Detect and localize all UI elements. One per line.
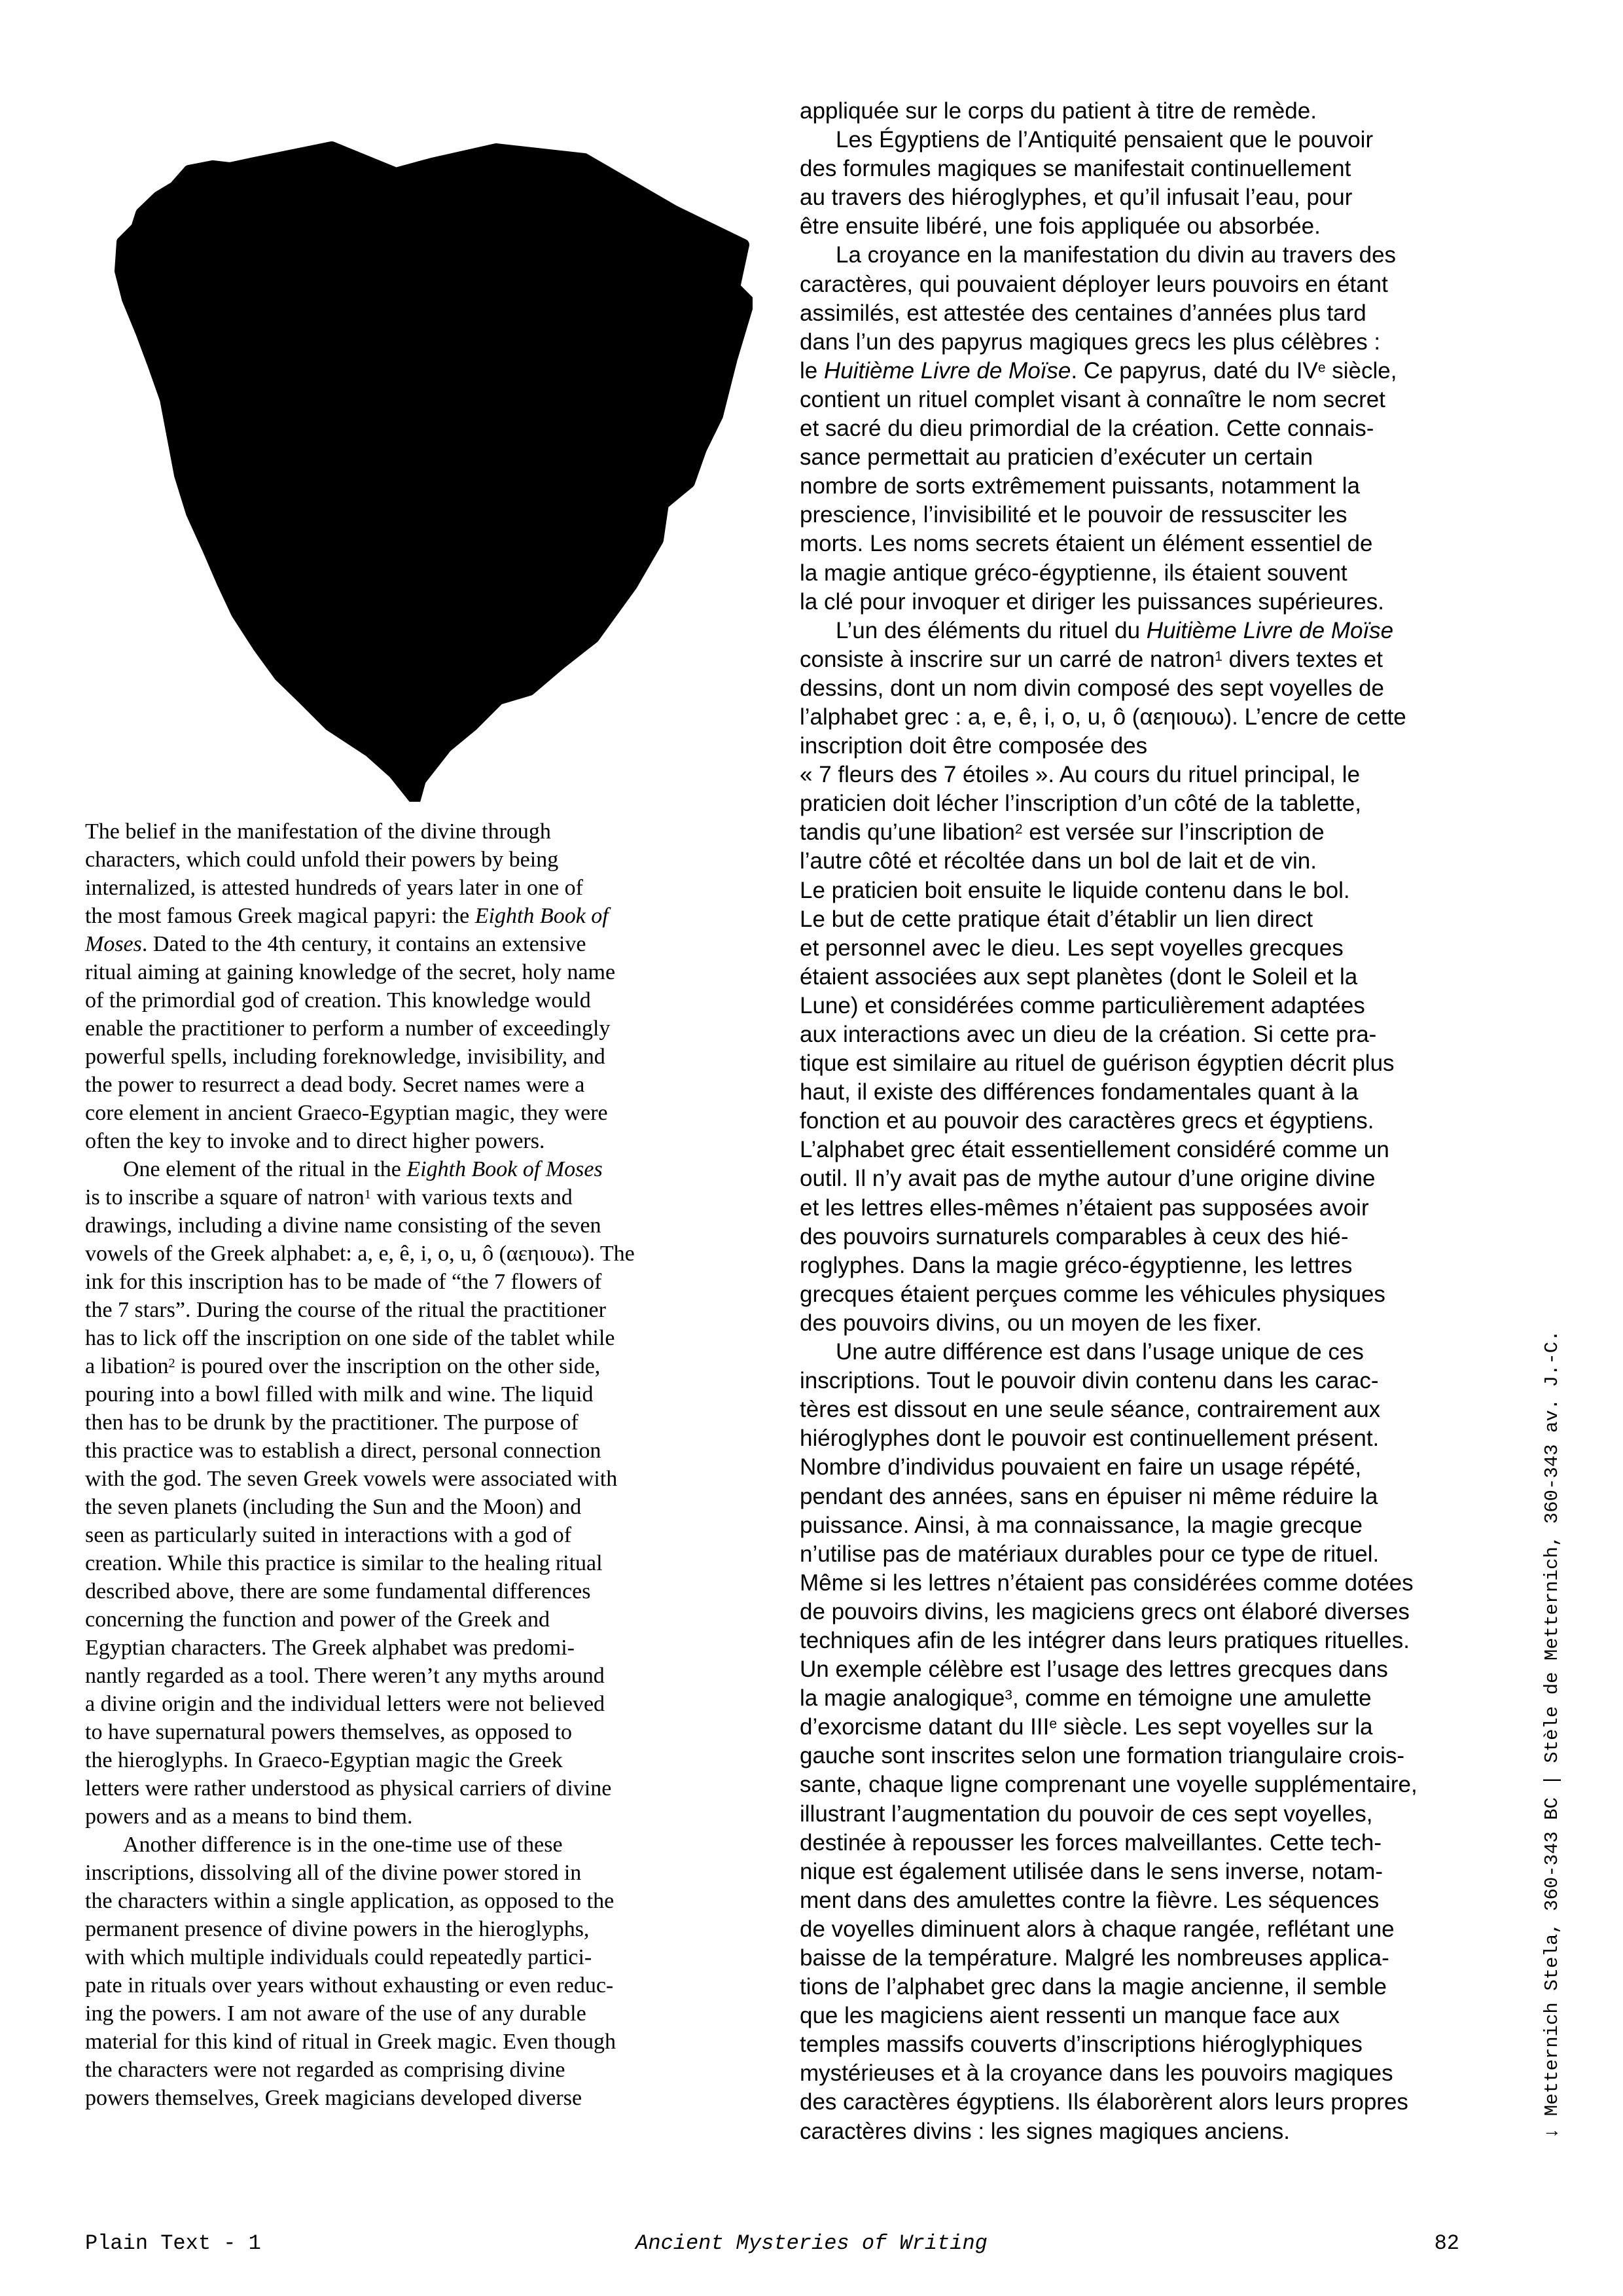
text-line: dessins, dont un nom divin composé des sept voyelles de: [800, 675, 1385, 701]
text-line: then has to be drunk by the practitioner. The purpose of: [85, 1410, 579, 1435]
text-line: letters were rather understood as physical carriers of divine: [85, 1776, 612, 1801]
text-line: le Huitième Livre de Moïse. Ce papyrus, daté du IVe siècle,: [800, 357, 1397, 384]
text-line: « 7 fleurs des 7 étoiles ». Au cours du rituel principal, le: [800, 762, 1361, 788]
text-line: the characters were not regarded as comprising divine: [85, 2058, 565, 2082]
text-line: que les magiciens aient ressenti un manque face aux: [800, 2003, 1340, 2029]
margin-caption-vertical: ↓ Metternich Stela, 360-343 BC | Stèle de Metternich, 360-343 av. J.-C.: [1541, 1330, 1563, 2139]
text-line: tandis qu’une libation$^2$ est versée sur l’inscription de: [800, 819, 1325, 846]
text-line: temples massifs couverts d’inscriptions hiéroglyphiques: [800, 2032, 1363, 2058]
text-line: Une autre différence est dans l’usage unique de ces: [836, 1339, 1364, 1365]
right-column-french-text: [800, 97, 1543, 2146]
text-line: l’alphabet grec : a, e, ê, i, o, u, ô (αεηιουω). L’encre de cette: [800, 704, 1406, 730]
text-line: tères est dissout en une seule séance, contrairement aux: [800, 1397, 1381, 1423]
text-line: of the primordial god of creation. This knowledge would: [85, 988, 591, 1013]
text-line: consiste à inscrire sur un carré de natron$^1$ divers textes et: [800, 646, 1383, 672]
text-line: ing the powers. I am not aware of the use of any durable: [85, 2001, 586, 2026]
text-line: des pouvoirs divins, ou un moyen de les fixer.: [800, 1310, 1262, 1336]
text-line: the characters within a single application, as opposed to the: [85, 1889, 615, 1913]
text-line: tions de l’alphabet grec dans la magie ancienne, il semble: [800, 1974, 1387, 2000]
text-line: core element in ancient Graeco-Egyptian magic, they were: [85, 1101, 608, 1125]
text-line: drawings, including a divine name consisting of the seven: [85, 1213, 601, 1238]
text-line: et sacré du dieu primordial de la création. Cette connais-: [800, 416, 1374, 442]
text-line: Nombre d’individus pouvaient en faire un usage répété,: [800, 1454, 1362, 1480]
text-line: seen as particularly suited in interactions with a god of: [85, 1523, 572, 1547]
text-line: être ensuite libéré, une fois appliquée ou absorbée.: [800, 213, 1321, 240]
text-line: La croyance en la manifestation du divin au travers des: [836, 242, 1397, 268]
text-line: gauche sont inscrites selon une formation triangulaire crois-: [800, 1743, 1405, 1769]
text-line: permanent presence of divine powers in the hieroglyphs,: [85, 1917, 590, 1941]
text-line: et personnel avec le dieu. Les sept voyelles grecques: [800, 935, 1344, 961]
text-line: nique est également utilisée dans le sens inverse, notam-: [800, 1858, 1383, 1884]
text-line: de pouvoirs divins, les magiciens grecs ont élaboré diverses: [800, 1598, 1410, 1624]
text-line: the hieroglyphs. In Graeco-Egyptian magic the Greek: [85, 1748, 563, 1772]
text-line: puissance. Ainsi, à ma connaissance, la magie grecque: [800, 1512, 1363, 1538]
text-line: contient un rituel complet visant à connaître le nom secret: [800, 386, 1385, 412]
text-line: des formules magiques se manifestait continuellement: [800, 156, 1351, 182]
text-line: Même si les lettres n’étaient pas considérées comme dotées: [800, 1570, 1414, 1596]
text-line: enable the practitioner to perform a number of exceedingly: [85, 1016, 611, 1041]
text-line: des pouvoirs surnaturels comparables à ceux des hié-: [800, 1223, 1349, 1249]
text-line: internalized, is attested hundreds of years later in one of: [85, 876, 583, 900]
text-line: material for this kind of ritual in Greek magic. Even though: [85, 2030, 616, 2054]
text-line: fonction et au pouvoir des caractères grecs et égyptiens.: [800, 1108, 1374, 1134]
text-line: hiéroglyphes dont le pouvoir est continuellement présent.: [800, 1426, 1380, 1452]
text-line: grecques étaient perçues comme les véhicules physiques: [800, 1281, 1385, 1307]
footer-page-number: 82: [1434, 2231, 1459, 2255]
text-line: a libation$^2$ is poured over the inscription on the other side,: [85, 1354, 601, 1378]
text-line: a divine origin and the individual letters were not believed: [85, 1692, 605, 1716]
text-line: inscriptions, dissolving all of the divine power stored in: [85, 1861, 582, 1885]
text-line: powerful spells, including foreknowledge, invisibility, and: [85, 1045, 605, 1069]
text-line: Les Égyptiens de l’Antiquité pensaient que le pouvoir: [836, 127, 1374, 153]
text-line: assimilés, est attestée des centaines d’années plus tard: [800, 300, 1366, 326]
text-line: powers and as a means to bind them.: [85, 1804, 413, 1829]
text-line: la clé pour invoquer et diriger les puissances supérieures.: [800, 588, 1384, 615]
text-line: caractères, qui pouvaient déployer leurs pouvoirs en étant: [800, 271, 1388, 297]
text-line: sante, chaque ligne comprenant une voyelle supplémentaire,: [800, 1772, 1418, 1798]
text-line: creation. While this practice is similar to the healing ritual: [85, 1551, 603, 1575]
footer-section-label: Plain Text - 1: [85, 2231, 261, 2255]
text-line: prescience, l’invisibilité et le pouvoir de ressusciter les: [800, 502, 1347, 528]
text-line: Le praticien boit ensuite le liquide contenu dans le bol.: [800, 877, 1350, 903]
text-line: the 7 stars”. During the course of the ritual the practitioner: [85, 1298, 606, 1322]
text-line: characters, which could unfold their powers by being: [85, 848, 559, 872]
text-line: la magie antique gréco-égyptienne, ils étaient souvent: [800, 560, 1347, 586]
text-line: Le but de cette pratique était d’établir un lien direct: [800, 906, 1313, 932]
text-line: pendant des années, sans en épuiser ni même réduire la: [800, 1483, 1378, 1509]
text-line: l’autre côté et récoltée dans un bol de lait et de vin.: [800, 848, 1317, 874]
stela-silhouette-shape: [120, 147, 749, 799]
text-line: outil. Il n’y avait pas de mythe autour d’une origine divine: [800, 1166, 1376, 1192]
text-line: aux interactions avec un dieu de la création. Si cette pra-: [800, 1022, 1377, 1047]
text-line: praticien doit lécher l’inscription d’un côté de la tablette,: [800, 791, 1361, 817]
text-line: haut, il existe des différences fondamentales quant à la: [800, 1079, 1359, 1105]
text-line: appliquée sur le corps du patient à titre de remède.: [800, 98, 1317, 124]
text-line: with the god. The seven Greek vowels were associated with: [85, 1467, 618, 1491]
text-line: étaient associées aux sept planètes (dont le Soleil et la: [800, 963, 1358, 990]
text-line: pate in rituals over years without exhausting or even reduc-: [85, 1973, 614, 1998]
text-line: tique est similaire au rituel de guérison égyptien décrit plus: [800, 1050, 1395, 1077]
text-line: Egyptian characters. The Greek alphabet was predomi-: [85, 1636, 575, 1660]
text-line: techniques afin de les intégrer dans leurs pratiques rituelles.: [800, 1627, 1410, 1653]
left-column-english-text: [85, 817, 789, 2112]
text-line: des caractères égyptiens. Ils élaborèrent alors leurs propres: [800, 2089, 1408, 2115]
text-line: destinée à repousser les forces malveillantes. Cette tech-: [800, 1829, 1382, 1856]
text-line: is to inscribe a square of natron$^1$ with various texts and: [85, 1185, 573, 1210]
text-line: mystérieuses et à la croyance dans les pouvoirs magiques: [800, 2060, 1393, 2087]
text-line: to have supernatural powers themselves, as opposed to: [85, 1720, 573, 1744]
text-line: ink for this inscription has to be made of “the 7 flowers of: [85, 1270, 602, 1294]
text-line: de voyelles diminuent alors à chaque rangée, reflétant une: [800, 1916, 1395, 1942]
text-line: has to lick off the inscription on one side of the tablet while: [85, 1326, 615, 1350]
text-line: illustrant l’augmentation du pouvoir de ces sept voyelles,: [800, 1801, 1373, 1827]
text-line: et les lettres elles-mêmes n’étaient pas supposées avoir: [800, 1194, 1369, 1221]
text-line: Moses. Dated to the 4th century, it contains an extensive: [85, 932, 586, 956]
text-line: morts. Les noms secrets étaient un élément essentiel de: [800, 531, 1373, 557]
text-line: powers themselves, Greek magicians developed diverse: [85, 2086, 582, 2110]
text-line: L’alphabet grec était essentiellement considéré comme un: [800, 1137, 1389, 1163]
stela-silhouette-image: [111, 141, 753, 802]
text-line: One element of the ritual in the Eighth Book of Moses: [123, 1157, 603, 1181]
text-line: often the key to invoke and to direct higher powers.: [85, 1129, 545, 1153]
text-line: au travers des hiéroglyphes, et qu’il infusait l’eau, pour: [800, 185, 1353, 211]
text-line: d’exorcisme datant du IIIe siècle. Les sept voyelles sur la: [800, 1714, 1373, 1740]
text-line: pouring into a bowl filled with milk and wine. The liquid: [85, 1382, 594, 1407]
text-line: described above, there are some fundamental differences: [85, 1579, 591, 1604]
footer-running-title: Ancient Mysteries of Writing: [635, 2231, 988, 2255]
text-line: concerning the function and power of the Greek and: [85, 1607, 550, 1632]
text-line: roglyphes. Dans la magie gréco-égyptienne, les lettres: [800, 1252, 1353, 1278]
text-line: with which multiple individuals could repeatedly partici-: [85, 1945, 592, 1969]
text-line: Another difference is in the one-time use of these: [123, 1833, 563, 1857]
text-line: The belief in the manifestation of the divine through: [85, 819, 551, 844]
text-line: inscription doit être composée des: [800, 733, 1148, 759]
text-line: ritual aiming at gaining knowledge of the secret, holy name: [85, 960, 616, 984]
text-line: the most famous Greek magical papyri: the Eighth Book of: [85, 904, 609, 928]
text-line: Lune) et considérées comme particulièrement adaptées: [800, 992, 1365, 1018]
text-line: dans l’un des papyrus magiques grecs les plus célèbres :: [800, 329, 1381, 355]
text-line: this practice was to establish a direct, personal connection: [85, 1439, 601, 1463]
text-line: ment dans des amulettes contre la fièvre. Les séquences: [800, 1887, 1380, 1913]
text-line: Un exemple célèbre est l’usage des lettres grecques dans: [800, 1657, 1388, 1683]
text-line: vowels of the Greek alphabet: a, e, ê, i, o, u, ô (αεηιουω). The: [85, 1242, 635, 1266]
text-line: nombre de sorts extrêmement puissants, notamment la: [800, 473, 1360, 499]
text-line: sance permettait au praticien d’exécuter un certain: [800, 444, 1313, 471]
text-line: n’utilise pas de matériaux durables pour ce type de rituel.: [800, 1541, 1380, 1567]
text-line: la magie analogique$^3$, comme en témoigne une amulette: [800, 1685, 1372, 1712]
text-line: the seven planets (including the Sun and the Moon) and: [85, 1495, 582, 1519]
text-line: L’un des éléments du rituel du Huitième Livre de Moïse: [836, 617, 1394, 643]
text-line: nantly regarded as a tool. There weren’t any myths around: [85, 1664, 605, 1688]
text-line: the power to resurrect a dead body. Secret names were a: [85, 1073, 585, 1097]
text-line: inscriptions. Tout le pouvoir divin contenu dans les carac-: [800, 1368, 1379, 1394]
text-line: baisse de la température. Malgré les nombreuses applica-: [800, 1945, 1389, 1971]
text-line: caractères divins : les signes magiques anciens.: [800, 2118, 1290, 2144]
